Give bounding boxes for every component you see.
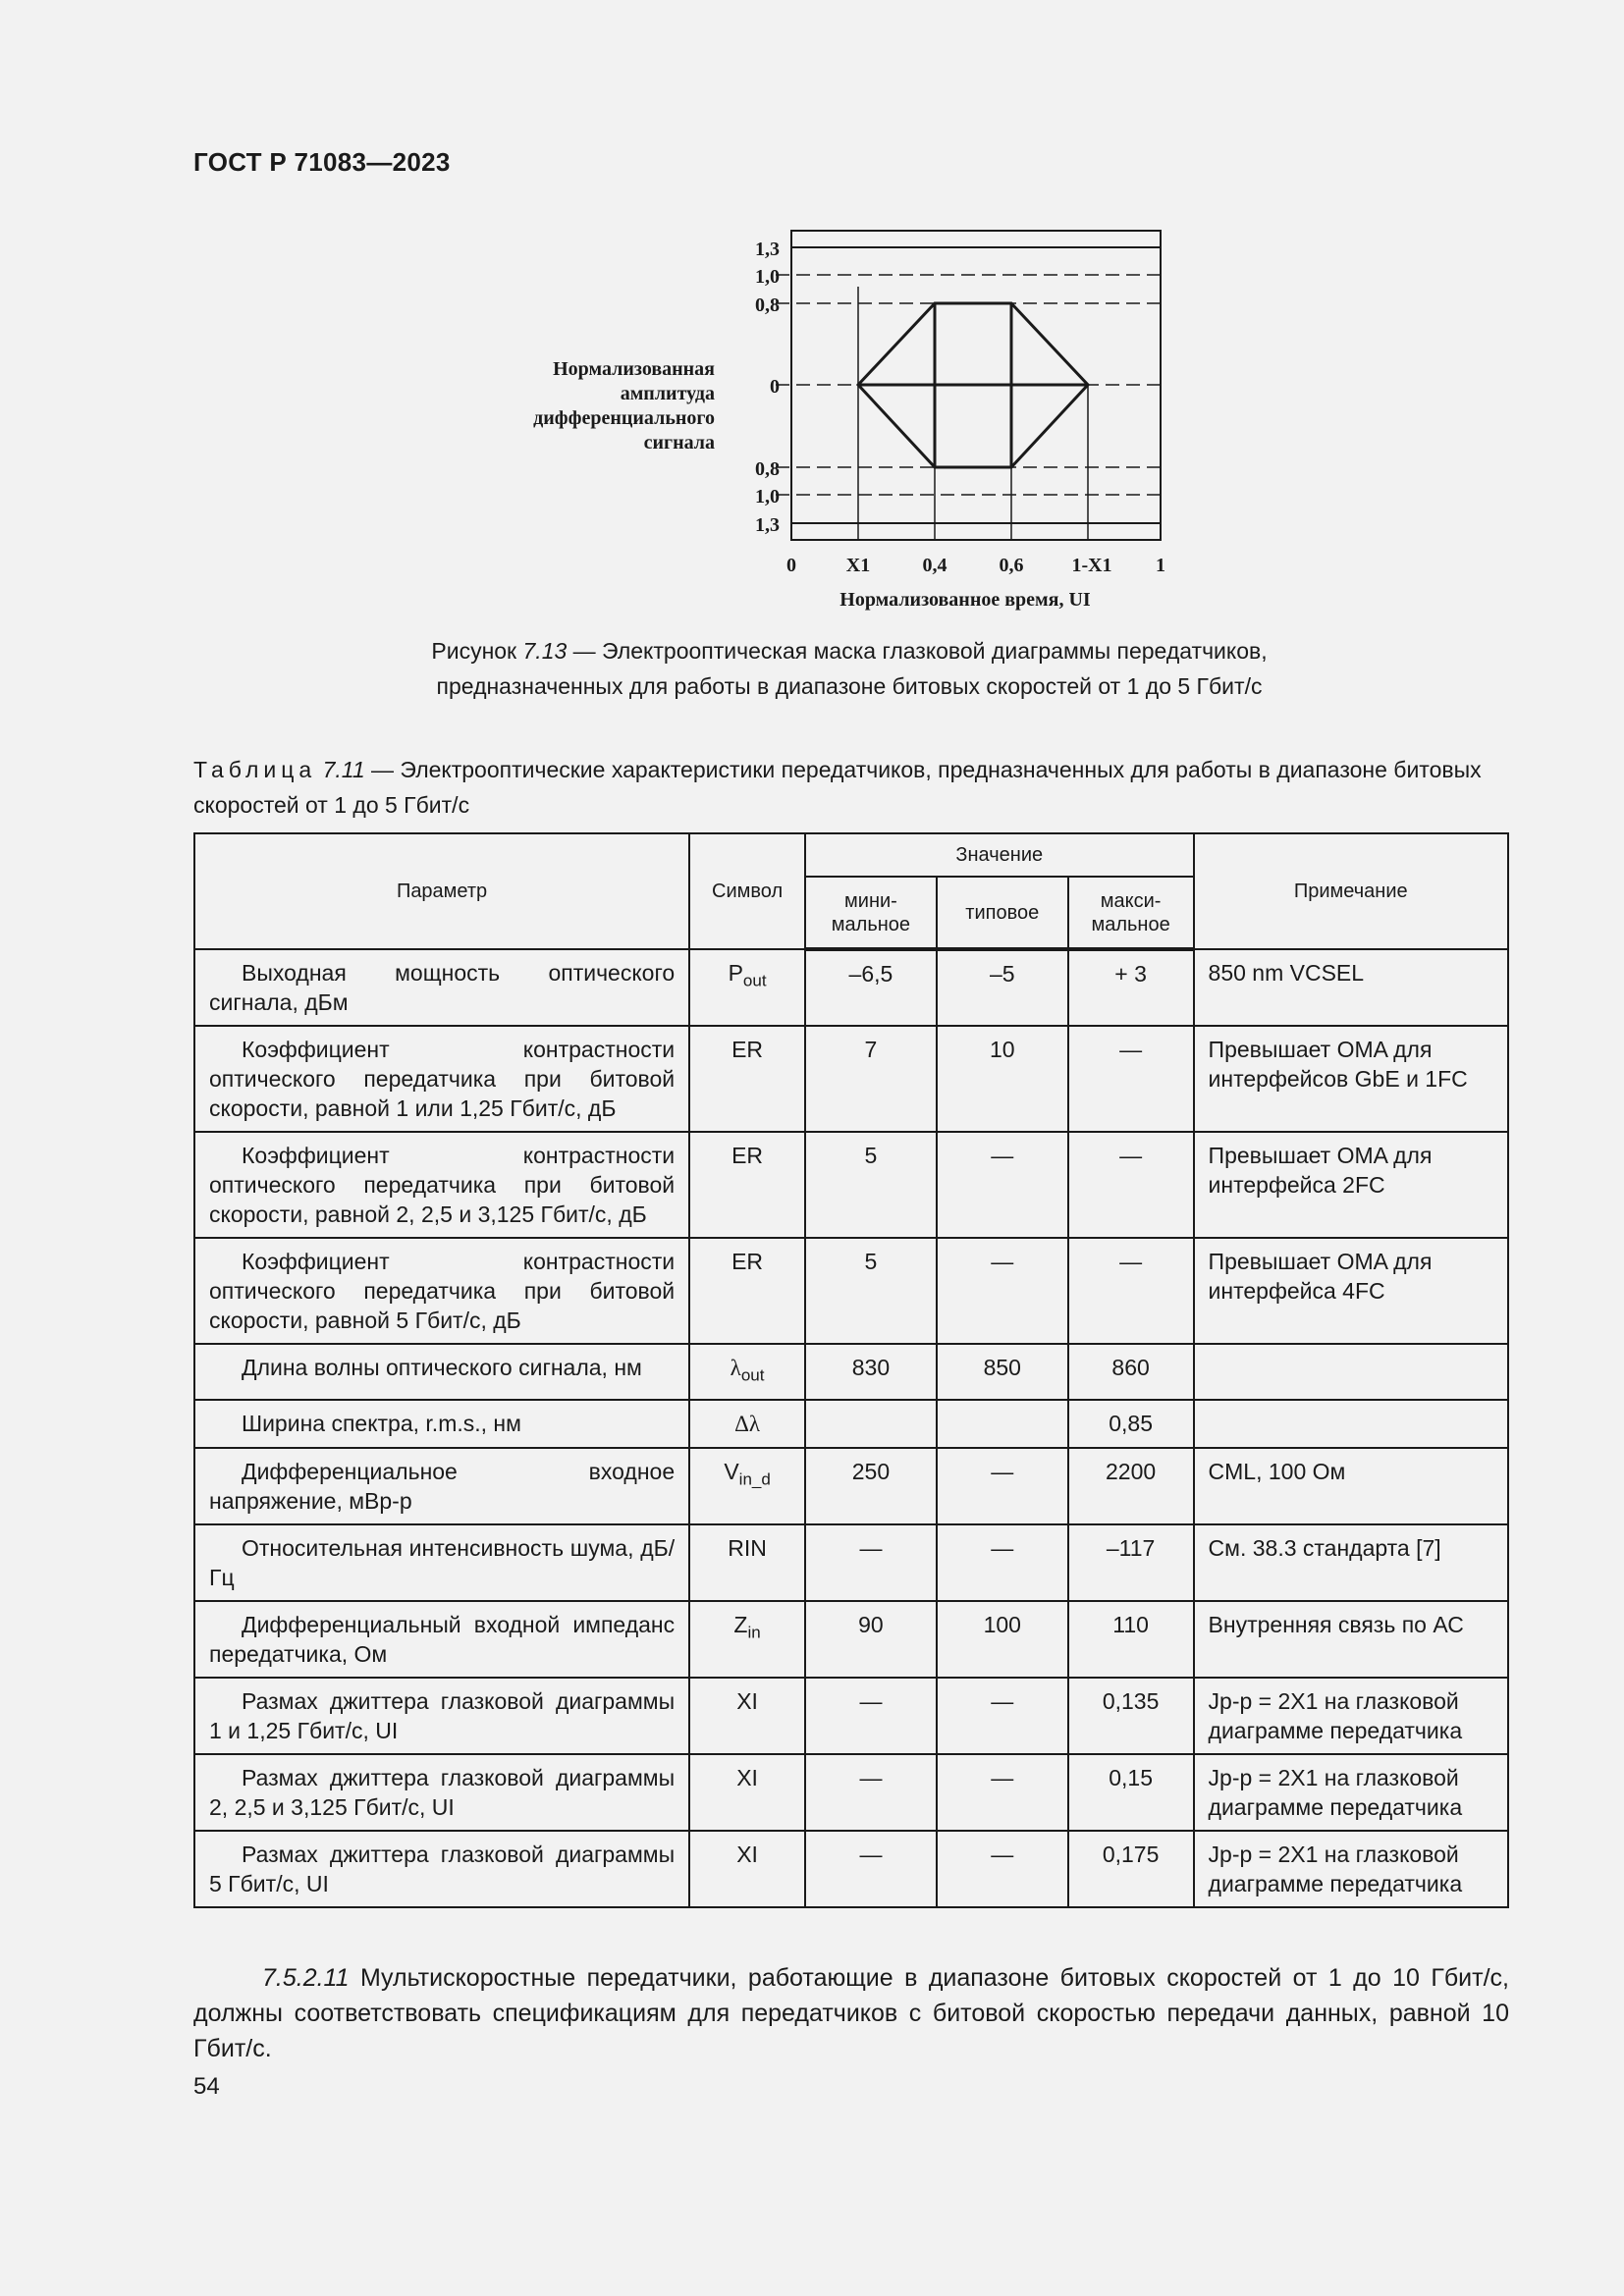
cell-min: –6,5 xyxy=(805,949,937,1026)
table-row xyxy=(194,1601,1508,1678)
cell-parameter: Коэффициент контрастности оптического передатчика при битовой скорости, равной 2, 2,5 и 3,125 Гбит/с, дБ xyxy=(194,1132,689,1238)
cell-typ: –5 xyxy=(937,949,1068,1026)
symbol-subscript: in xyxy=(747,1623,761,1642)
cell-typ: — xyxy=(937,1448,1068,1524)
symbol-subscript: out xyxy=(740,1365,765,1385)
symbol-main: V xyxy=(724,1458,739,1484)
x-tick-label: 0,6 xyxy=(999,555,1024,576)
symbol-main: Δλ xyxy=(734,1411,761,1436)
paragraph-number: 7.5.2.11 xyxy=(262,1964,350,1992)
cell-note xyxy=(1194,1400,1508,1448)
table-row xyxy=(194,1754,1508,1831)
cell-symbol xyxy=(689,1678,805,1754)
cell-note xyxy=(1194,1344,1508,1400)
cell-typ: — xyxy=(937,1238,1068,1344)
cell-typ: 10 xyxy=(937,1026,1068,1132)
cell-note: Превышает OMA для интерфейса 2FC xyxy=(1194,1132,1508,1238)
table-row xyxy=(194,1400,1508,1448)
cell-max: 0,135 xyxy=(1068,1678,1194,1754)
cell-note: Jp-p = 2X1 на глазковой диаграмме передатчика xyxy=(1194,1831,1508,1907)
symbol-main: ER xyxy=(731,1143,764,1168)
y-axis-label-line: дифференциального xyxy=(533,407,715,429)
header-note: Примечание xyxy=(1194,833,1508,949)
y-tick-label: 1,0 xyxy=(755,266,780,288)
cell-min: — xyxy=(805,1754,937,1831)
cell-parameter: Размах джиттера глазковой диаграммы 2, 2,5 и 3,125 Гбит/с, UI xyxy=(194,1754,689,1831)
cell-symbol xyxy=(689,1344,805,1400)
cell-note: Jp-p = 2X1 на глазковой диаграмме передатчика xyxy=(1194,1754,1508,1831)
cell-typ: 100 xyxy=(937,1601,1068,1678)
cell-note: Внутренняя связь по АС xyxy=(1194,1601,1508,1678)
cell-parameter: Размах джиттера глазковой диаграммы 1 и 1,25 Гбит/с, UI xyxy=(194,1678,689,1754)
figure-number: 7.13 xyxy=(522,638,568,664)
cell-typ: — xyxy=(937,1132,1068,1238)
symbol-main: XI xyxy=(736,1764,758,1790)
y-tick-label: 0,8 xyxy=(755,294,780,316)
table-row xyxy=(194,1831,1508,1907)
x-tick-label: 0,4 xyxy=(922,555,947,576)
x-tick-label: 1-X1 xyxy=(1071,555,1112,576)
symbol-subscript: out xyxy=(742,971,767,990)
symbol-main: ER xyxy=(731,1249,764,1274)
figure-caption xyxy=(324,633,1375,704)
cell-min: 5 xyxy=(805,1132,937,1238)
table-number: 7.11 xyxy=(322,757,365,782)
y-tick-label: 1,3 xyxy=(755,239,780,260)
cell-min: 90 xyxy=(805,1601,937,1678)
cell-parameter: Коэффициент контрастности оптического передатчика при битовой скорости, равной 5 Гбит/с, дБ xyxy=(194,1238,689,1344)
cell-min: 830 xyxy=(805,1344,937,1400)
cell-min: — xyxy=(805,1524,937,1601)
table-row xyxy=(194,1238,1508,1344)
cell-parameter: Ширина спектра, r.m.s., нм xyxy=(194,1400,689,1448)
table-row xyxy=(194,1344,1508,1400)
cell-max: — xyxy=(1068,1026,1194,1132)
header-typ: типовое xyxy=(937,877,1068,949)
cell-symbol xyxy=(689,1448,805,1524)
symbol-main: ER xyxy=(731,1037,764,1062)
cell-max: 0,15 xyxy=(1068,1754,1194,1831)
cell-parameter: Выходная мощность оптического сигнала, дБм xyxy=(194,949,689,1026)
cell-symbol xyxy=(689,949,805,1026)
figure-caption-line1: — Электрооптическая маска глазковой диаграммы передатчиков, xyxy=(567,638,1268,664)
table-row xyxy=(194,1448,1508,1524)
cell-note: См. 38.3 стандарта [7] xyxy=(1194,1524,1508,1601)
cell-typ: — xyxy=(937,1678,1068,1754)
cell-symbol xyxy=(689,1524,805,1601)
y-tick-label: 0,8 xyxy=(755,458,780,480)
cell-symbol xyxy=(689,1132,805,1238)
symbol-main: Z xyxy=(733,1611,748,1637)
cell-min: 250 xyxy=(805,1448,937,1524)
cell-min: 5 xyxy=(805,1238,937,1344)
table-caption-word: Таблица xyxy=(193,757,317,782)
y-axis-label-line: сигнала xyxy=(643,432,715,454)
cell-max: + 3 xyxy=(1068,949,1194,1026)
cell-parameter: Дифференциальный входной импеданс передатчика, Ом xyxy=(194,1601,689,1678)
cell-note: Превышает OMA для интерфейса 4FC xyxy=(1194,1238,1508,1344)
y-tick-label: 1,0 xyxy=(755,486,780,507)
cell-parameter: Размах джиттера глазковой диаграммы 5 Гбит/с, UI xyxy=(194,1831,689,1907)
document-header: ГОСТ Р 71083—2023 xyxy=(193,147,451,177)
table-row xyxy=(194,949,1508,1026)
cell-symbol xyxy=(689,1831,805,1907)
eye-diagram-mask xyxy=(0,0,1624,628)
symbol-main: P xyxy=(728,960,743,986)
cell-typ: — xyxy=(937,1524,1068,1601)
characteristics-table xyxy=(193,832,1509,1908)
y-tick-label: 1,3 xyxy=(755,514,780,536)
header-value: Значение xyxy=(805,833,1194,877)
x-axis-label: Нормализованное время, UI xyxy=(839,589,1091,611)
symbol-main: XI xyxy=(736,1687,758,1714)
cell-parameter: Дифференциальное входное напряжение, мВр-р xyxy=(194,1448,689,1524)
body-paragraph xyxy=(193,1960,1509,2066)
cell-parameter: Коэффициент контрастности оптического передатчика при битовой скорости, равной 1 или 1,25 Гбит/с, дБ xyxy=(194,1026,689,1132)
y-axis-label-line: Нормализованная xyxy=(553,358,715,380)
table-body xyxy=(194,949,1508,1907)
symbol-main: λ xyxy=(730,1356,741,1380)
cell-note: Jp-p = 2X1 на глазковой диаграмме передатчика xyxy=(1194,1678,1508,1754)
cell-symbol xyxy=(689,1601,805,1678)
cell-min: — xyxy=(805,1831,937,1907)
cell-typ xyxy=(937,1400,1068,1448)
cell-min xyxy=(805,1400,937,1448)
cell-note: Превышает OMA для интерфейсов GbE и 1FC xyxy=(1194,1026,1508,1132)
x-tick-label: 1 xyxy=(1156,555,1165,576)
x-tick-label: 0 xyxy=(786,555,796,576)
table-row xyxy=(194,1524,1508,1601)
table-caption-text: — Электрооптические характеристики передатчиков, предназначенных для работы в диапазоне битовых скоростей от 1 до 5 Гбит/с xyxy=(193,757,1482,818)
page-number: 54 xyxy=(193,2073,220,2100)
cell-max: 2200 xyxy=(1068,1448,1194,1524)
cell-parameter: Длина волны оптического сигнала, нм xyxy=(194,1344,689,1400)
cell-typ: 850 xyxy=(937,1344,1068,1400)
cell-max: 110 xyxy=(1068,1601,1194,1678)
cell-typ: — xyxy=(937,1831,1068,1907)
cell-min: — xyxy=(805,1678,937,1754)
header-max: макси-мальное xyxy=(1068,877,1194,949)
header-symbol: Символ xyxy=(689,833,805,949)
header-min: мини-мальное xyxy=(805,877,937,949)
cell-max: –117 xyxy=(1068,1524,1194,1601)
figure-caption-prefix: Рисунок xyxy=(431,638,517,664)
table-row xyxy=(194,1678,1508,1754)
cell-max: 0,175 xyxy=(1068,1831,1194,1907)
y-tick-label: 0 xyxy=(770,376,780,398)
cell-symbol xyxy=(689,1400,805,1448)
cell-note: 850 nm VCSEL xyxy=(1194,949,1508,1026)
cell-typ: — xyxy=(937,1754,1068,1831)
symbol-subscript: in_d xyxy=(738,1469,771,1489)
cell-symbol xyxy=(689,1238,805,1344)
cell-max: 860 xyxy=(1068,1344,1194,1400)
x-tick-label: X1 xyxy=(845,555,871,576)
cell-parameter: Относительная интенсивность шума, дБ/Гц xyxy=(194,1524,689,1601)
header-parameter: Параметр xyxy=(194,833,689,949)
cell-min: 7 xyxy=(805,1026,937,1132)
cell-max: — xyxy=(1068,1132,1194,1238)
symbol-main: RIN xyxy=(728,1534,767,1561)
figure-caption-line2: предназначенных для работы в диапазоне битовых скоростей от 1 до 5 Гбит/с xyxy=(436,673,1263,699)
table-caption xyxy=(193,752,1509,823)
cell-max: — xyxy=(1068,1238,1194,1344)
cell-note: CML, 100 Ом xyxy=(1194,1448,1508,1524)
cell-symbol xyxy=(689,1754,805,1831)
table-row xyxy=(194,1132,1508,1238)
y-axis-label-line: амплитуда xyxy=(620,383,715,404)
cell-symbol xyxy=(689,1026,805,1132)
symbol-main: XI xyxy=(736,1841,758,1867)
paragraph-text: Мультискоростные передатчики, работающие в диапазоне битовых скоростей от 1 до 10 Гбит/с, должны соответствовать спецификациям для передатчиков с битовой скоростью передачи данных, равной 10 Гбит/с. xyxy=(193,1964,1509,2062)
table-row xyxy=(194,1026,1508,1132)
cell-max: 0,85 xyxy=(1068,1400,1194,1448)
